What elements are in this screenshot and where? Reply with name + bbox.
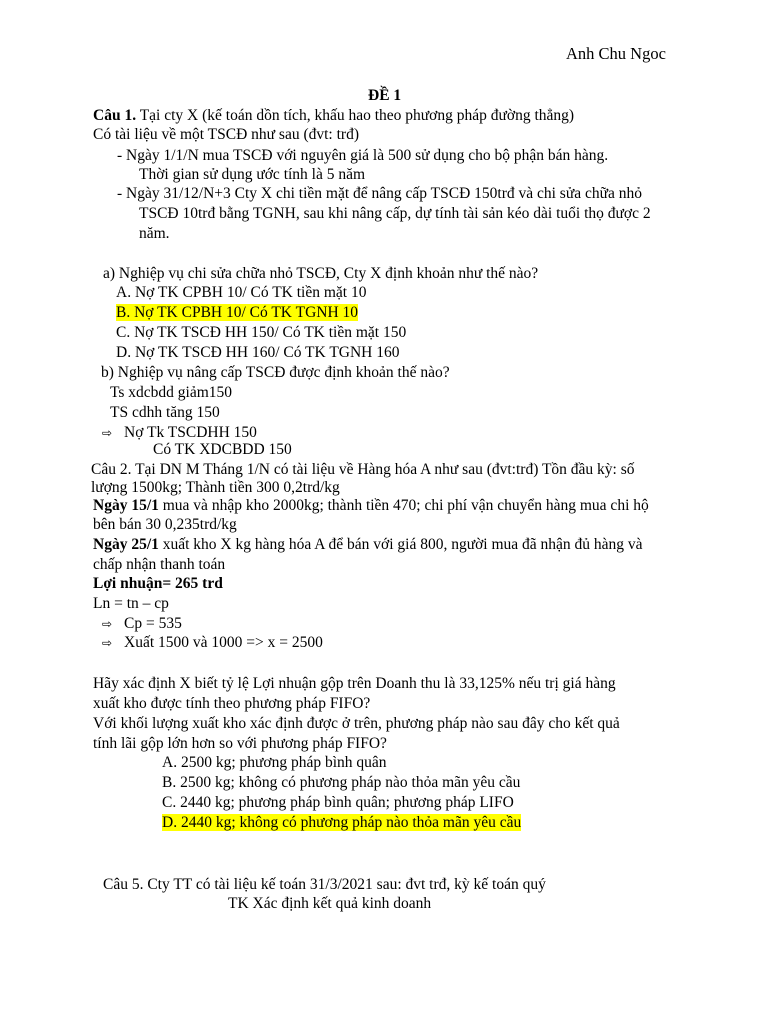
q1-line2: Có tài liệu về một TSCĐ như sau (đvt: trđ) <box>93 126 359 143</box>
q2-ln-formula: Ln = tn – cp <box>93 595 169 612</box>
q1-bullet2: - Ngày 31/12/N+3 Cty X chi tiền mặt để nâng cấp TSCĐ 150trđ và chi sửa chữa nhỏ <box>117 185 643 202</box>
q1a-option-a: A. Nợ TK CPBH 10/ Có TK tiền mặt 10 <box>116 284 367 301</box>
q1-intro-text: Tại cty X (kế toán dồn tích, khấu hao theo phương pháp đường thẳng) <box>139 107 575 124</box>
q1b-note4: Có TK XDCBDD 150 <box>153 441 292 458</box>
q1b-note1: Ts xdcbdd giảm150 <box>110 384 233 401</box>
q2-line1: Câu 2. Tại DN M Tháng 1/N có tài liệu về Hàng hóa A như sau (đvt:trđ) Tồn đầu kỳ: số <box>91 461 635 478</box>
q1-bullet2-cont: TSCĐ 10trđ bằng TGNH, sau khi nâng cấp, dự tính tài sản kéo dài tuổi thọ được 2 <box>139 205 651 222</box>
q1a-option-c: C. Nợ TK TSCĐ HH 150/ Có TK tiền mặt 150 <box>116 324 407 341</box>
q2-line2: lượng 1500kg; Thành tiền 300 0,2trd/kg <box>91 479 340 496</box>
q1a-question: a) Nghiệp vụ chi sửa chữa nhỏ TSCĐ, Cty X định khoản như thế nào? <box>103 265 539 282</box>
q2-option-c: C. 2440 kg; phương pháp bình quân; phương pháp LIFO <box>162 794 514 811</box>
q2-cp-text: Cp = 535 <box>124 615 182 632</box>
q2-option-d <box>162 813 521 833</box>
q2-option-a: A. 2500 kg; phương pháp bình quân <box>162 754 387 771</box>
q2-day15 <box>93 496 649 516</box>
q2-option-b: B. 2500 kg; không có phương pháp nào thỏa mãn yêu cầu <box>162 774 521 791</box>
q1b-note2: TS cdhh tăng 150 <box>110 404 220 421</box>
q2-profit: Lợi nhuận= 265 trd <box>93 575 223 592</box>
q1a-option-b <box>116 303 358 323</box>
q2-day15-cont: bên bán 30 0,235trd/kg <box>93 516 237 533</box>
q2-prompt-line2: xuất kho được tính theo phương pháp FIFO? <box>93 695 371 712</box>
q2-xuat <box>102 633 323 653</box>
q2-day25-text: xuất kho X kg hàng hóa A để bán với giá 800, người mua đã nhận đủ hàng và <box>158 536 643 553</box>
q1-bullet1-cont: Thời gian sử dụng ước tính là 5 năm <box>139 166 366 183</box>
q1a-option-d: D. Nợ TK TSCĐ HH 160/ Có TK TGNH 160 <box>116 344 400 361</box>
q5-line1: Câu 5. Cty TT có tài liệu kế toán 31/3/2021 sau: đvt trđ, kỳ kế toán quý <box>103 876 546 893</box>
q1-bullet2-cont2: năm. <box>139 225 170 242</box>
q1-label: Câu 1. <box>93 107 137 124</box>
q2-prompt-line4: tính lãi gộp lớn hơn so với phương pháp FIFO? <box>93 735 387 752</box>
q2-day15-text: mua và nhập kho 2000kg; thành tiền 470; chi phí vận chuyển hàng mua chi hộ <box>158 497 649 514</box>
q1a-option-b-highlight: B. Nợ TK CPBH 10/ Có TK TGNH 10 <box>116 304 359 321</box>
q1-bullet1: - Ngày 1/1/N mua TSCĐ với nguyên giá là 500 sử dụng cho bộ phận bán hàng. <box>117 147 609 164</box>
q2-cp <box>102 614 182 634</box>
exam-title: ĐỀ 1 <box>368 87 402 104</box>
arrow-icon: ⇨ <box>102 426 113 440</box>
q2-day15-label: Ngày 15/1 <box>93 497 159 514</box>
q2-prompt-line1: Hãy xác định X biết tỷ lệ Lợi nhuận gộp trên Doanh thu là 33,125% nếu trị giá hàng <box>93 675 616 692</box>
q2-day25-cont: chấp nhận thanh toán <box>93 556 226 573</box>
q2-option-d-highlight: D. 2440 kg; không có phương pháp nào thỏa mãn yêu cầu <box>162 814 522 831</box>
q2-xuat-text: Xuất 1500 và 1000 => x = 2500 <box>124 634 323 651</box>
q1b-note3-text: Nợ Tk TSCDHH 150 <box>124 424 257 441</box>
q2-day25 <box>93 535 643 555</box>
q2-prompt-line3: Với khối lượng xuất kho xác định được ở trên, phương pháp nào sau đây cho kết quả <box>93 715 620 732</box>
arrow-icon: ⇨ <box>102 617 113 631</box>
arrow-icon: ⇨ <box>102 636 113 650</box>
q1-intro <box>93 106 574 126</box>
q2-day25-label: Ngày 25/1 <box>93 536 159 553</box>
q1b-question: b) Nghiệp vụ nâng cấp TSCĐ được định khoản thế nào? <box>101 364 450 381</box>
q5-line2: TK Xác định kết quả kinh doanh <box>228 895 432 912</box>
author-name: Anh Chu Ngoc <box>566 44 666 63</box>
